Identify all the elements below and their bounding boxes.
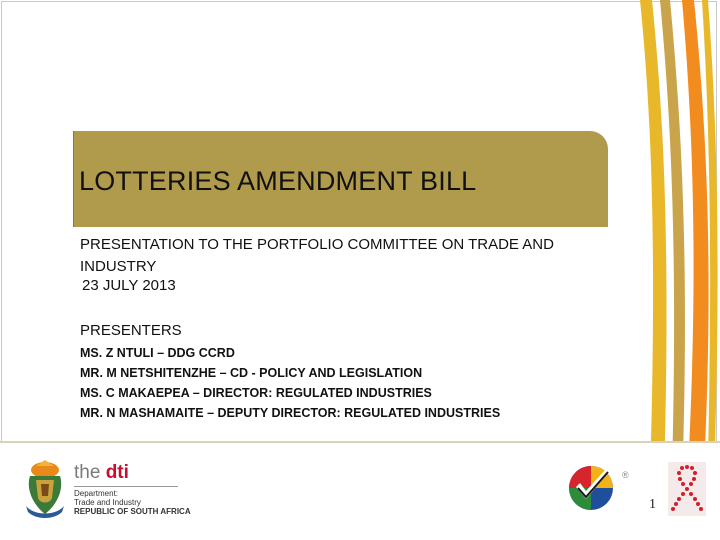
presenter-4: MR. N MASHAMAITE – DEPUTY DIRECTOR: REGULATED INDUSTRIES <box>80 406 501 420</box>
presentation-date: 23 JULY 2013 <box>82 277 176 294</box>
dti-logo-text <box>74 462 129 484</box>
registered-mark: ® <box>622 470 629 480</box>
dti-department <box>74 489 191 516</box>
slide-title: LOTTERIES AMENDMENT BILL <box>79 166 477 196</box>
proudly-sa-checkmark-icon <box>566 463 616 513</box>
presenter-1: MS. Z NTULI – DDG CCRD <box>80 346 235 360</box>
dti-the: the <box>74 462 101 483</box>
presenter-2: MR. M NETSHITENZHE – CD - POLICY AND LEGISLATION <box>80 366 423 380</box>
presenters-heading: PRESENTERS <box>80 322 182 339</box>
title-band-rule <box>73 131 74 227</box>
dti-divider <box>74 486 178 487</box>
coat-of-arms-icon <box>22 458 68 520</box>
dti-abbrev: dti <box>105 462 129 483</box>
red-ribbon-icon <box>668 462 706 516</box>
dti-line-3: REPUBLIC OF SOUTH AFRICA <box>74 507 191 516</box>
page-number: 1 <box>649 497 656 512</box>
dti-line-1: Department: <box>74 489 119 498</box>
slide-subtitle: PRESENTATION TO THE PORTFOLIO COMMITTEE ON TRADE AND INDUSTRY <box>80 236 554 275</box>
dti-line-2: Trade and Industry <box>74 498 141 507</box>
presenter-3: MS. C MAKAEPEA – DIRECTOR: REGULATED INDUSTRIES <box>80 386 432 400</box>
